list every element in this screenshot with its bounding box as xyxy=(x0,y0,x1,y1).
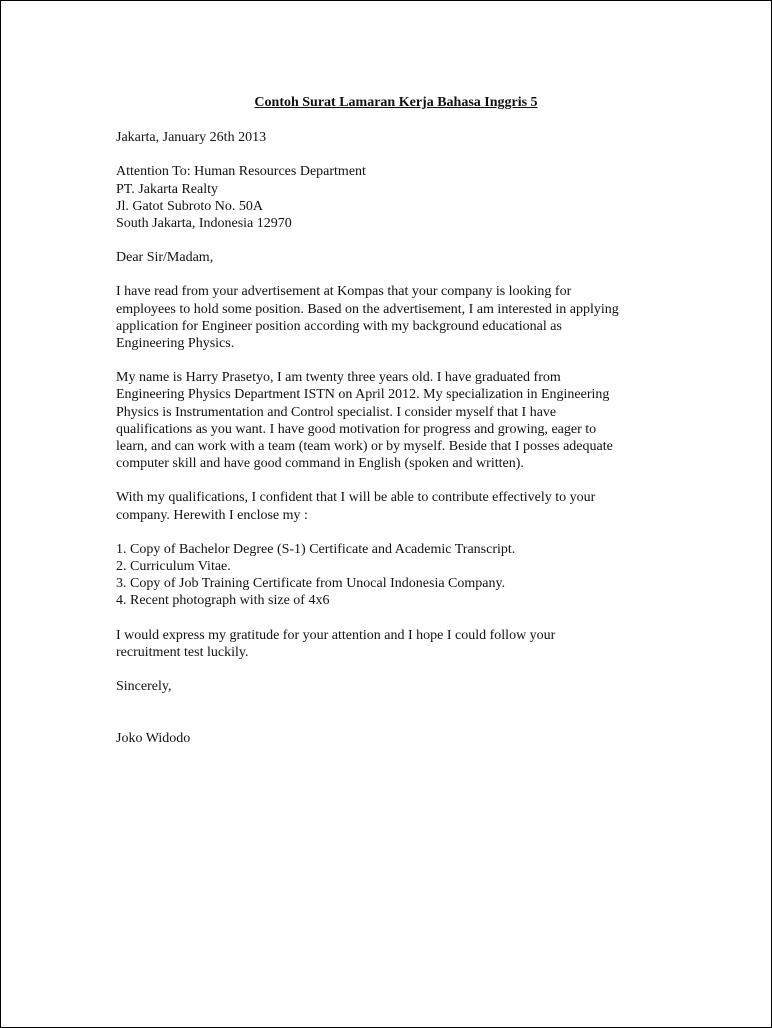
enclosure-item: 3. Copy of Job Training Certificate from Unocal Indonesia Company. xyxy=(116,576,506,592)
signature-name: Joko Widodo xyxy=(116,731,191,747)
paragraph-line: qualifications as you want. I have good motivation for progress and growing, eager to xyxy=(116,421,597,437)
paragraph-line: recruitment test luckily. xyxy=(116,644,249,660)
paragraph-line: application for Engineer position according with my background educational as xyxy=(116,318,562,334)
paragraph-line: I have read from your advertisement at Kompas that your company is looking for xyxy=(116,284,572,300)
paragraph-gratitude xyxy=(116,627,676,661)
recipient-address xyxy=(116,163,676,232)
enclosure-item: 2. Curriculum Vitae. xyxy=(116,559,231,575)
recipient-line: PT. Jakarta Realty xyxy=(116,181,218,197)
recipient-line: Attention To: Human Resources Department xyxy=(116,164,366,180)
enclosure-item: 1. Copy of Bachelor Degree (S-1) Certificate and Academic Transcript. xyxy=(116,541,516,557)
paragraph-line: Physics is Instrumentation and Control specialist. I consider myself that I have xyxy=(116,404,557,420)
paragraph-line: Engineering Physics Department ISTN on April 2012. My specialization in Engineering xyxy=(116,387,610,403)
paragraph-line: I would express my gratitude for your attention and I hope I could follow your xyxy=(116,627,556,643)
paragraph-line: Engineering Physics. xyxy=(116,336,235,352)
signature-space xyxy=(116,695,676,730)
document-title: Contoh Surat Lamaran Kerja Bahasa Inggris 5 xyxy=(254,95,538,110)
paragraph-line: employees to hold some position. Based on the advertisement, I am interested in applying xyxy=(116,301,619,317)
paragraph-line: computer skill and have good command in English (spoken and written). xyxy=(116,456,524,472)
closing xyxy=(116,678,676,695)
enclosure-item: 4. Recent photograph with size of 4x6 xyxy=(116,593,330,609)
date-line: Jakarta, January 26th 2013 xyxy=(116,130,267,146)
paragraph-line: company. Herewith I enclose my : xyxy=(116,507,308,523)
closing-line: Sincerely, xyxy=(116,679,172,695)
paragraph-line: With my qualifications, I confident that I will be able to contribute effectively to your xyxy=(116,490,596,506)
paragraph-background xyxy=(116,369,676,472)
salutation xyxy=(116,249,676,266)
letter-date xyxy=(116,129,676,146)
recipient-line: Jl. Gatot Subroto No. 50A xyxy=(116,198,263,214)
recipient-line: South Jakarta, Indonesia 12970 xyxy=(116,216,292,232)
letter-body xyxy=(116,94,676,747)
signature xyxy=(116,730,676,747)
paragraph-line: My name is Harry Prasetyo, I am twenty three years old. I have graduated from xyxy=(116,370,561,386)
paragraph-intro xyxy=(116,283,676,352)
enclosure-list xyxy=(116,541,676,610)
salutation-line: Dear Sir/Madam, xyxy=(116,250,214,266)
paragraph-line: learn, and can work with a team (team work) or by myself. Beside that I posses adequate xyxy=(116,439,613,455)
paragraph-qualifications xyxy=(116,489,676,523)
